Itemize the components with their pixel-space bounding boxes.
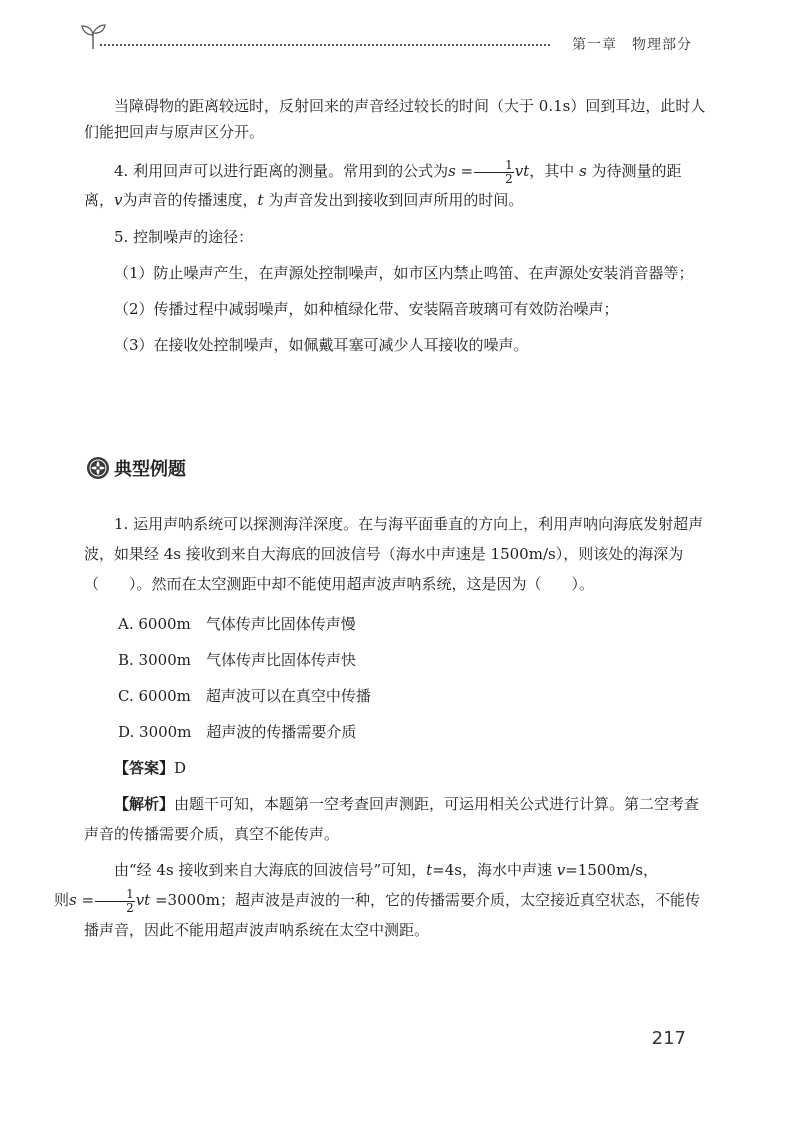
formula-lhs: s = [69, 891, 95, 909]
text-fragment: 为声音发出到接收到回声所用的时间。 [263, 190, 524, 209]
paragraph-noise-control: 5. 控制噪声的途径： [114, 227, 254, 246]
text-fragment: 则 [54, 891, 70, 909]
text-fragment: ，其中 [529, 162, 580, 180]
fraction-denominator: 2 [505, 171, 513, 186]
answer-value: D [174, 759, 187, 777]
text-fragment: =3000m；超声波是声波的一种，它的传播需要介质，太空接近真空状态，不能传播声音，因此不能用超声波声呐系统在太空中测距。 [84, 891, 700, 939]
variable-t: t [257, 190, 264, 209]
variable-s: s [579, 162, 587, 180]
formula-rhs: vt [514, 162, 530, 180]
formula-lhs: s = [448, 162, 474, 180]
formula-fraction [95, 888, 135, 915]
section-title: 典型例题 [114, 459, 186, 480]
text-fragment: =1500m/s， [565, 861, 658, 879]
text-fragment: 由“经 4s 接收到来自大海底的回波信号”可知， [114, 861, 427, 879]
analysis-paragraph [84, 789, 708, 849]
option-c: C. 6000m 超声波可以在真空中传播 [118, 687, 371, 705]
answer-label: 【答案】 [114, 759, 175, 777]
list-item-noise-source: （1）防止噪声产生，在声源处控制噪声，如市区内禁止鸣笛、在声源处安装消音器等； [114, 263, 694, 282]
variable-t: t [426, 861, 433, 879]
text-fragment: 为声音的传播速度， [122, 190, 258, 209]
answer-line [84, 753, 708, 783]
option-d: D. 3000m 超声波的传播需要介质 [118, 723, 357, 741]
variable-v: v [556, 861, 566, 879]
paragraph-echo-measurement-intro: 4. 利用回声可以进行距离的测量。常用到的公式为 [114, 162, 449, 180]
analysis-text: 由题干可知，本题第一空考查回声测距，可运用相关公式进行计算。第二空考查声音的传播需要介质，真空不能传声。 [84, 795, 700, 843]
fraction-numerator: 1 [474, 159, 514, 173]
text-fragment: =4s，海水中声速 [432, 861, 557, 879]
page-number: 217 [651, 1028, 686, 1049]
flower-badge-icon [86, 456, 110, 480]
list-item-noise-receiver: （3）在接收处控制噪声，如佩戴耳塞可减少人耳接收的噪声。 [114, 335, 529, 354]
knowledge-block [84, 93, 708, 358]
example-block [54, 509, 708, 945]
variable-v: v [114, 190, 123, 209]
analysis-label: 【解析】 [114, 795, 175, 813]
analysis-calculation [54, 855, 708, 945]
formula-rhs: vt [135, 891, 151, 909]
header-dotted-rule [100, 44, 550, 46]
fraction-numerator: 1 [95, 888, 135, 902]
paragraph-echo-measurement [84, 157, 708, 214]
list-item-noise-transmission: （2）传播过程中减弱噪声，如种植绿化带、安装隔音玻璃可有效防治噪声； [114, 299, 619, 318]
fraction-denominator: 2 [126, 900, 134, 915]
paragraph-echo-distance: 当障碍物的距离较远时，反射回来的声音经过较长的时间（大于 0.1s）回到耳边，此时人们能把回声与原声区分开。 [84, 97, 706, 141]
page-header [80, 22, 700, 62]
question-text: 1. 运用声呐系统可以探测海洋深度。在与海平面垂直的方向上，利用声呐向海底发射超声波，如果经 4s 接收到来自大海底的回波信号（海水中声速是 1500m/s），则该处的海深为（ ）。然而在太空测距中却不能使用超声波声呐系统，这是因为（ ）。 [84, 515, 704, 593]
chapter-title: 第一章 物理部分 [572, 37, 692, 53]
text-fragment: 为待测量的距离， [84, 162, 682, 209]
formula-fraction [474, 159, 514, 186]
option-b: B. 3000m 气体传声比固体传声快 [118, 651, 356, 669]
option-a: A. 6000m 气体传声比固体传声慢 [118, 615, 356, 633]
